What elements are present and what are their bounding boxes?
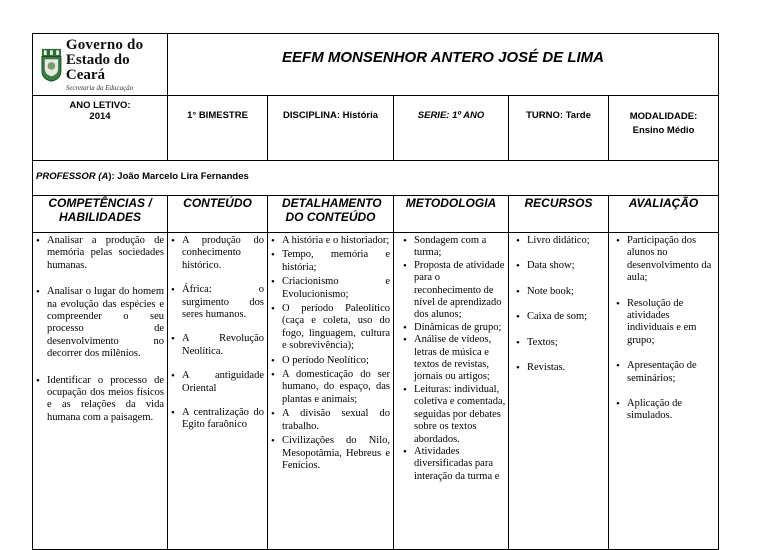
modalidade-value: Ensino Médio: [632, 125, 695, 136]
list-item: • Revistas.: [513, 362, 608, 374]
modalidade-cell: [609, 96, 719, 161]
professor-cell: [33, 161, 719, 196]
turno: TURNO: Tarde: [526, 110, 591, 121]
detalhamento-list: [268, 235, 393, 472]
list-item: • África: o surgimento dos seres humanos.: [168, 284, 264, 321]
list-item: • Apresentação de seminários;: [613, 360, 718, 385]
list-item: • Dinâmicas de grupo;: [400, 322, 508, 334]
coat-of-arms-icon: [41, 47, 62, 83]
content-row: [33, 233, 719, 550]
list-item: • A Revolução Neolítica.: [168, 333, 264, 358]
header-recursos: RECURSOS: [509, 196, 609, 233]
list-item: • Analisar o lugar do homem na evolução das espécies e compreender o seu processo de desenvolvimento no decorrer dos milênios.: [33, 286, 164, 360]
header-competencias: COMPETÊNCIAS / HABILIDADES: [33, 196, 168, 233]
conteudo-list: [168, 235, 267, 432]
competencias-cell: [33, 233, 168, 550]
serie-cell: [394, 96, 509, 161]
professor-row: [33, 161, 719, 196]
list-item: • Note book;: [513, 286, 608, 298]
professor-label-suffix: ):: [108, 171, 118, 182]
list-item: • O período Paleolítico (caça e coleta, uso do fogo, linguagem, cultura e sobrevivência);: [268, 303, 390, 353]
list-item: • Análise de vídeos, letras de música e textos de revistas, jornais ou artigos;: [400, 334, 508, 384]
list-item: • Proposta de atividade para o reconhecimento de nível de aprendizado dos alunos;: [400, 260, 508, 322]
competencias-list: [33, 235, 167, 424]
detalhamento-cell: [268, 233, 394, 550]
recursos-cell: [509, 233, 609, 550]
list-item: • Analisar a produção de memória pelas sociedades humanas.: [33, 235, 164, 272]
list-item: • A antiguidade Oriental: [168, 370, 264, 395]
professor-label-prefix: PROFESSOR (: [36, 171, 102, 182]
logo-line-3: Secretaria da Educação: [65, 83, 134, 92]
list-item: • Textos;: [513, 337, 608, 349]
header-metodologia: METODOLOGIA: [394, 196, 509, 233]
conteudo-cell: [168, 233, 268, 550]
list-item: • Atividades diversificadas para interação da turma e: [400, 446, 508, 483]
list-item: • Tempo, memória e história;: [268, 249, 390, 274]
ano-letivo-label: ANO LETIVO:: [69, 100, 131, 111]
serie: SERIE: 1º ANO: [417, 110, 485, 121]
avaliacao-cell: [609, 233, 719, 550]
list-item: • Civilizações do Nilo, Mesopotâmia, Hebreus e Fenícios.: [268, 435, 390, 472]
list-item: • Participação dos alunos no desenvolvimento da aula;: [613, 235, 718, 285]
list-item: • Criacionismo e Evolucionismo;: [268, 276, 390, 301]
recursos-list: [509, 235, 608, 374]
avaliacao-list: [609, 235, 718, 423]
modalidade-label: MODALIDADE:: [629, 111, 698, 122]
list-item: • Leituras: individual, coletiva e comentada, seguidas por debates sobre os textos abordados.: [400, 384, 508, 446]
list-item: • Livro didático;: [513, 235, 608, 247]
list-item: • Aplicação de simulados.: [613, 398, 718, 423]
list-item: • Resolução de atividades individuais e em grupo;: [613, 298, 718, 348]
metodologia-list: [394, 235, 508, 483]
list-item: • A produção do conhecimento histórico.: [168, 235, 264, 272]
ano-letivo-cell: [33, 96, 168, 161]
school-name-cell: [168, 34, 719, 96]
header-row: [33, 34, 719, 96]
list-item: • A domesticação do ser humano, do espaço, das plantas e animais;: [268, 369, 390, 406]
professor-name: João Marcelo Lira Fernandes: [117, 171, 249, 182]
logo-cell: [33, 34, 168, 96]
column-headers-row: [33, 196, 719, 233]
government-logo: [33, 34, 167, 95]
professor-line: [33, 161, 718, 182]
lesson-plan-table: [32, 33, 719, 550]
metodologia-cell: [394, 233, 509, 550]
logo-line-1: Governo do: [65, 36, 144, 53]
list-item: • Identificar o processo de ocupação dos meios físicos e as relações da vida humana com a paisagem.: [33, 375, 164, 425]
header-detalhamento: DETALHAMENTO DO CONTEÚDO: [268, 196, 394, 233]
professor-label-a: A: [101, 171, 109, 182]
ano-letivo-value: 2014: [89, 111, 111, 122]
bimestre: 1° BIMESTRE: [187, 110, 248, 121]
school-name: EEFM MONSENHOR ANTERO JOSÉ DE LIMA: [282, 49, 604, 66]
header-avaliacao: AVALIAÇÃO: [609, 196, 719, 233]
list-item: • A divisão sexual do trabalho.: [268, 408, 390, 433]
list-item: • Sondagem com a turma;: [400, 235, 508, 260]
logo-line-2: Estado do Ceará: [65, 51, 130, 83]
disciplina-cell: [268, 96, 394, 161]
list-item: • A centralização do Egito faraônico: [168, 407, 264, 432]
list-item: • Data show;: [513, 260, 608, 272]
list-item: • O período Neolítico;: [268, 355, 390, 367]
list-item: • Caixa de som;: [513, 311, 608, 323]
list-item: • A história e o historiador;: [268, 235, 390, 247]
info-row: [33, 96, 719, 161]
bimestre-cell: [168, 96, 268, 161]
disciplina: DISCIPLINA: História: [282, 110, 378, 121]
lesson-plan-page: [32, 33, 718, 550]
turno-cell: [509, 96, 609, 161]
header-conteudo: CONTEÚDO: [168, 196, 268, 233]
